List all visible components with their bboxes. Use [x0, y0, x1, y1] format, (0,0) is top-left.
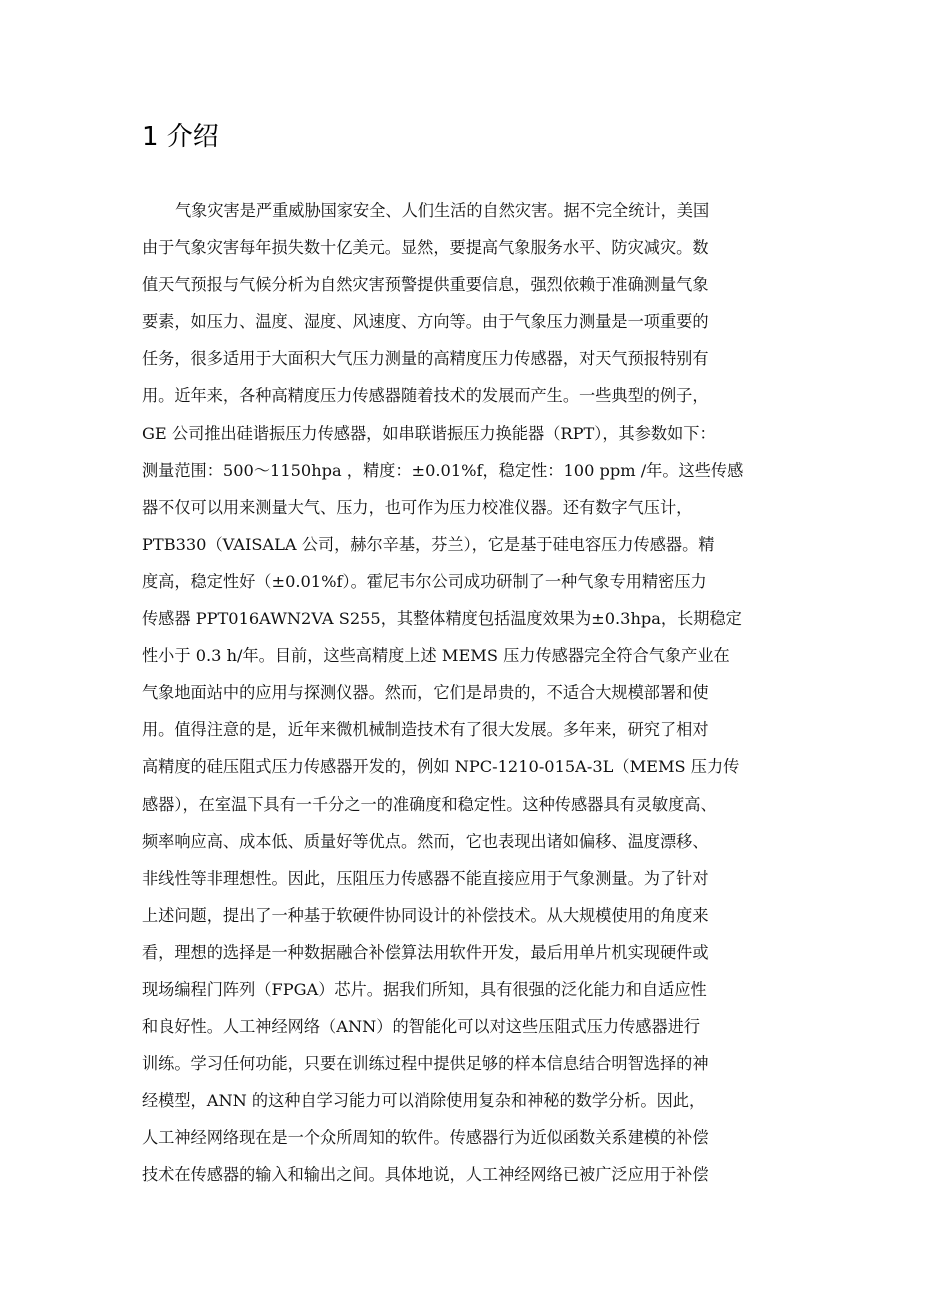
paragraph-line: 感器），在室温下具有一千分之一的准确度和稳定性。这种传感器具有灵敏度高、: [142, 794, 717, 814]
paragraph-line: 气象地面站中的应用与探测仪器。然而，它们是昂贵的，不适合大规模部署和使: [142, 683, 709, 703]
paragraph-line: 测量范围：500～1150hpa ，精度：±0.01%f，稳定性：100 ppm /年。这些传感: [142, 460, 744, 480]
paragraph-line: 要素，如压力、温度、湿度、风速度、方向等。由于气象压力测量是一项重要的: [142, 312, 709, 332]
paragraph-line: 现场编程门阵列（FPGA）芯片。据我们所知，具有很强的泛化能力和自适应性: [142, 979, 707, 999]
paragraph-line: PTB330（VAISALA 公司，赫尔辛基，芬兰），它是基于硅电容压力传感器。精: [142, 534, 715, 554]
paragraph-line: 训练。学习任何功能，只要在训练过程中提供足够的样本信息结合明智选择的神: [142, 1054, 709, 1074]
paragraph-line: 非线性等非理想性。因此，压阻压力传感器不能直接应用于气象测量。为了针对: [142, 868, 709, 888]
paragraph-line: 器不仅可以用来测量大气、压力，也可作为压力校准仪器。还有数字气压计，: [142, 497, 693, 517]
paragraph-line: 高精度的硅压阻式压力传感器开发的，例如 NPC-1210-015A-3L（MEMS 压力传: [142, 757, 740, 777]
paragraph-line: 和良好性。人工神经网络（ANN）的智能化可以对这些压阻式压力传感器进行: [142, 1017, 701, 1037]
section-heading: 1 介绍: [142, 122, 219, 152]
paragraph-line: 度高，稳定性好（±0.01%f）。霍尼韦尔公司成功研制了一种气象专用精密压力: [142, 571, 707, 591]
paragraph-line: 看，理想的选择是一种数据融合补偿算法用软件开发，最后用单片机实现硬件或: [142, 942, 709, 962]
paragraph-line: 用。值得注意的是，近年来微机械制造技术有了很大发展。多年来，研究了相对: [142, 720, 709, 740]
paragraph-line: 经模型，ANN 的这种自学习能力可以消除使用复杂和神秘的数学分析。因此，: [142, 1091, 706, 1111]
paragraph-line: 由于气象灾害每年损失数十亿美元。显然，要提高气象服务水平、防灾减灾。数: [142, 238, 709, 258]
paragraph-line: 上述问题，提出了一种基于软硬件协同设计的补偿技术。从大规模使用的角度来: [142, 905, 709, 925]
paragraph-line: 技术在传感器的输入和输出之间。具体地说，人工神经网络已被广泛应用于补偿: [142, 1165, 709, 1185]
paragraph-line: 任务，很多适用于大面积大气压力测量的高精度压力传感器，对天气预报特别有: [142, 349, 709, 369]
paragraph-line: 频率响应高、成本低、质量好等优点。然而，它也表现出诸如偏移、温度漂移、: [142, 831, 709, 851]
paragraph-line: 用。近年来，各种高精度压力传感器随着技术的发展而产生。一些典型的例子，: [142, 386, 709, 406]
paragraph-line: 传感器 PPT016AWN2VA S255，其整体精度包括温度效果为±0.3hpa，长期稳定: [142, 609, 742, 629]
body-paragraph: [142, 192, 792, 1194]
paragraph-line: 值天气预报与气候分析为自然灾害预警提供重要信息，强烈依赖于准确测量气象: [142, 275, 709, 295]
paragraph-line: GE 公司推出硅谐振压力传感器，如串联谐振压力换能器（RPT），其参数如下：: [142, 423, 716, 443]
paragraph-line: 人工神经网络现在是一个众所周知的软件。传感器行为近似函数关系建模的补偿: [142, 1128, 709, 1148]
paragraph-line: 性小于 0.3 h/年。目前，这些高精度上述 MEMS 压力传感器完全符合气象产业在: [142, 646, 730, 666]
paragraph-line: 气象灾害是严重威胁国家安全、人们生活的自然灾害。据不完全统计，美国: [175, 201, 710, 220]
